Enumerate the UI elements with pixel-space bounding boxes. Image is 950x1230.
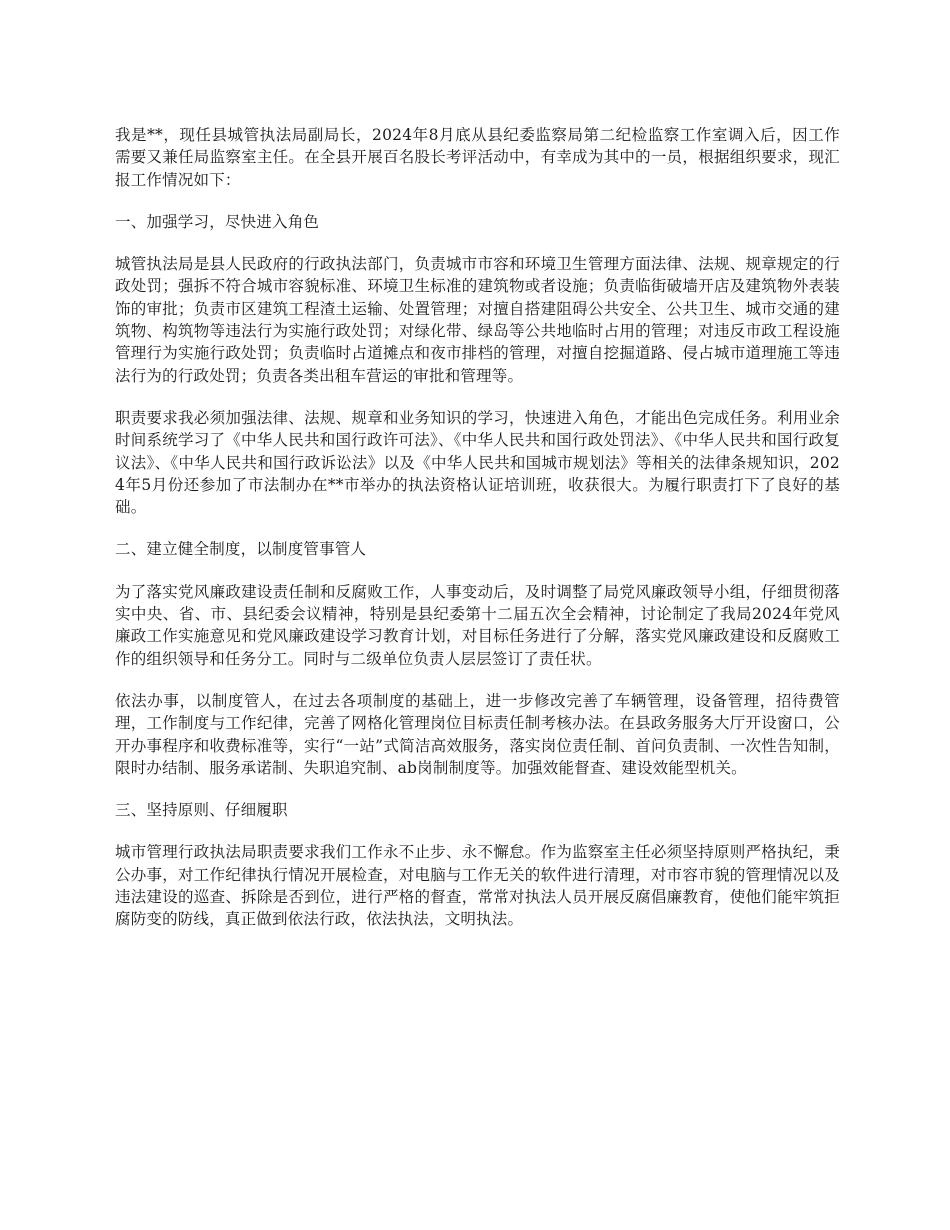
section-3-heading: 三、坚持原则、仔细履职 bbox=[115, 801, 288, 820]
intro-paragraph: 我是**，现任县城管执法局副局长，2024年8月底从县纪委监察局第二纪检监察工作室调入后，因工作需要又兼任局监察室主任。在全县开展百名股长考评活动中，有幸成为其中的一员，根据组织要求，现汇报工作情况如下： bbox=[115, 126, 840, 189]
section-2-paragraph-2: 依法办事，以制度管人，在过去各项制度的基础上，进一步修改完善了车辆管理，设备管理，招待费管理，工作制度与工作纪律，完善了网格化管理岗位目标责任制考核办法。在县政务服务大厅开设窗口，公开办事程序和收费标准等，实行“一站”式简洁高效服务，落实岗位责任制、首问负责制、一次性告知制，限时办结制、服务承诺制、失职追究制、ab岗制制度等。加强效能督查、建设效能型机关。 bbox=[115, 691, 840, 777]
section-1-heading: 一、加强学习，尽快进入角色 bbox=[115, 212, 320, 231]
section-3-paragraph-1: 城市管理行政执法局职责要求我们工作永不止步、永不懈怠。作为监察室主任必须坚持原则严格执纪，秉公办事，对工作纪律执行情况开展检查，对电脑与工作无关的软件进行清理，对市容市貌的管理情况以及违法建设的巡查、拆除是否到位，进行严格的督查，常常对执法人员开展反腐倡廉教育，使他们能牢筑拒腐防变的防线，真正做到依法行政，依法执法，文明执法。 bbox=[115, 843, 840, 929]
section-2-paragraph-1: 为了落实党风廉政建设责任制和反腐败工作，人事变动后，及时调整了局党风廉政领导小组，仔细贯彻落实中央、省、市、县纪委会议精神，特别是县纪委第十二届五次全会精神，讨论制定了我局2024年党风廉政工作实施意见和党风廉政建设学习教育计划，对目标任务进行了分解，落实党风廉政建设和反腐败工作的组织领导和任务分工。同时与二级单位负责人层层签订了责任状。 bbox=[115, 582, 840, 668]
section-1-paragraph-2: 职责要求我必须加强法律、法规、规章和业务知识的学习，快速进入角色，才能出色完成任务。利用业余时间系统学习了《中华人民共和国行政许可法》、《中华人民共和国行政处罚法》、《中华人民共和国行政复议法》、《中华人民共和国行政诉讼法》以及《中华人民共和国城市规划法》等相关的法律条规知识，2024年5月份还参加了市法制办在**市举办的执法资格认证培训班，收获很大。为履行职责打下了良好的基础。 bbox=[115, 408, 840, 517]
section-2-heading: 二、建立健全制度，以制度管事管人 bbox=[115, 540, 367, 559]
document-body bbox=[115, 124, 840, 951]
section-1-paragraph-1: 城管执法局是县人民政府的行政执法部门，负责城市市容和环境卫生管理方面法律、法规、规章规定的行政处罚；强拆不符合城市容貌标准、环境卫生标准的建筑物或者设施；负责临街破墙开店及建筑物外表装饰的审批；负责市区建筑工程渣土运输、处置管理；对擅自搭建阻碍公共安全、公共卫生、城市交通的建筑物、构筑物等违法行为实施行政处罚；对绿化带、绿岛等公共地临时占用的管理；对违反市政工程设施管理行为实施行政处罚；负责临时占道摊点和夜市排档的管理，对擅自挖掘道路、侵占城市道理施工等违法行为的行政处罚；负责各类出租车营运的审批和管理等。 bbox=[115, 255, 840, 385]
